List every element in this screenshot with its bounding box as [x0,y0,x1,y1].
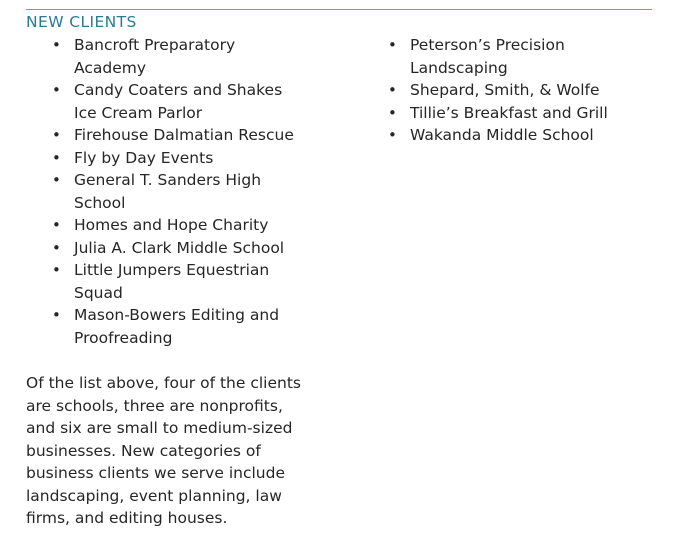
list-item [362,102,622,125]
list-item [26,214,301,237]
list-item [362,124,622,147]
bullet-icon: • [52,216,61,234]
bullet-icon: • [52,306,61,324]
list-item [26,169,301,214]
client-name: Bancroft Preparatory Academy [74,36,236,77]
list-item [26,259,301,304]
client-name: Candy Coaters and Shakes Ice Cream Parlor [74,81,283,122]
list-item [26,79,301,124]
client-name: Julia A. Clark Middle School [74,238,285,257]
bullet-icon: • [52,261,61,279]
bullet-icon: • [52,126,61,144]
client-name: Tillie’s Breakfast and Grill [410,103,608,122]
bullet-icon: • [388,81,397,99]
client-name: Fly by Day Events [74,148,214,167]
list-item [362,79,622,102]
bullet-icon: • [52,81,61,99]
summary-paragraph: Of the list above, four of the clients are schools, three are nonprofits, and six are small to medium-sized businesses. New categories of business clients we serve include landscaping, event planning, law firms, and editing houses. [26,374,301,527]
list-item [26,237,301,260]
client-list-right [362,34,622,147]
client-name: Little Jumpers Equestrian Squad [74,261,270,302]
list-item [26,34,301,79]
section-heading: NEW CLIENTS [26,13,137,31]
client-name: Firehouse Dalmatian Rescue [74,126,294,144]
bullet-icon: • [52,238,61,257]
list-item [26,147,301,170]
list-item [26,304,301,349]
list-item [362,34,622,79]
bullet-icon: • [52,36,61,54]
list-item [26,124,301,147]
client-name: General T. Sanders High School [74,171,262,212]
bullet-icon: • [388,36,397,54]
client-name: Wakanda Middle School [410,126,594,144]
section-divider [26,9,652,10]
bullet-icon: • [52,148,61,167]
bullet-icon: • [52,171,61,189]
client-name: Homes and Hope Charity [74,216,269,234]
bullet-icon: • [388,126,397,144]
client-name: Peterson’s Precision Landscaping [410,36,565,77]
bullet-icon: • [388,103,397,122]
client-list-left [26,34,301,349]
client-name: Shepard, Smith, & Wolfe [410,81,600,99]
client-name: Mason-Bowers Editing and Proofreading [74,306,280,347]
